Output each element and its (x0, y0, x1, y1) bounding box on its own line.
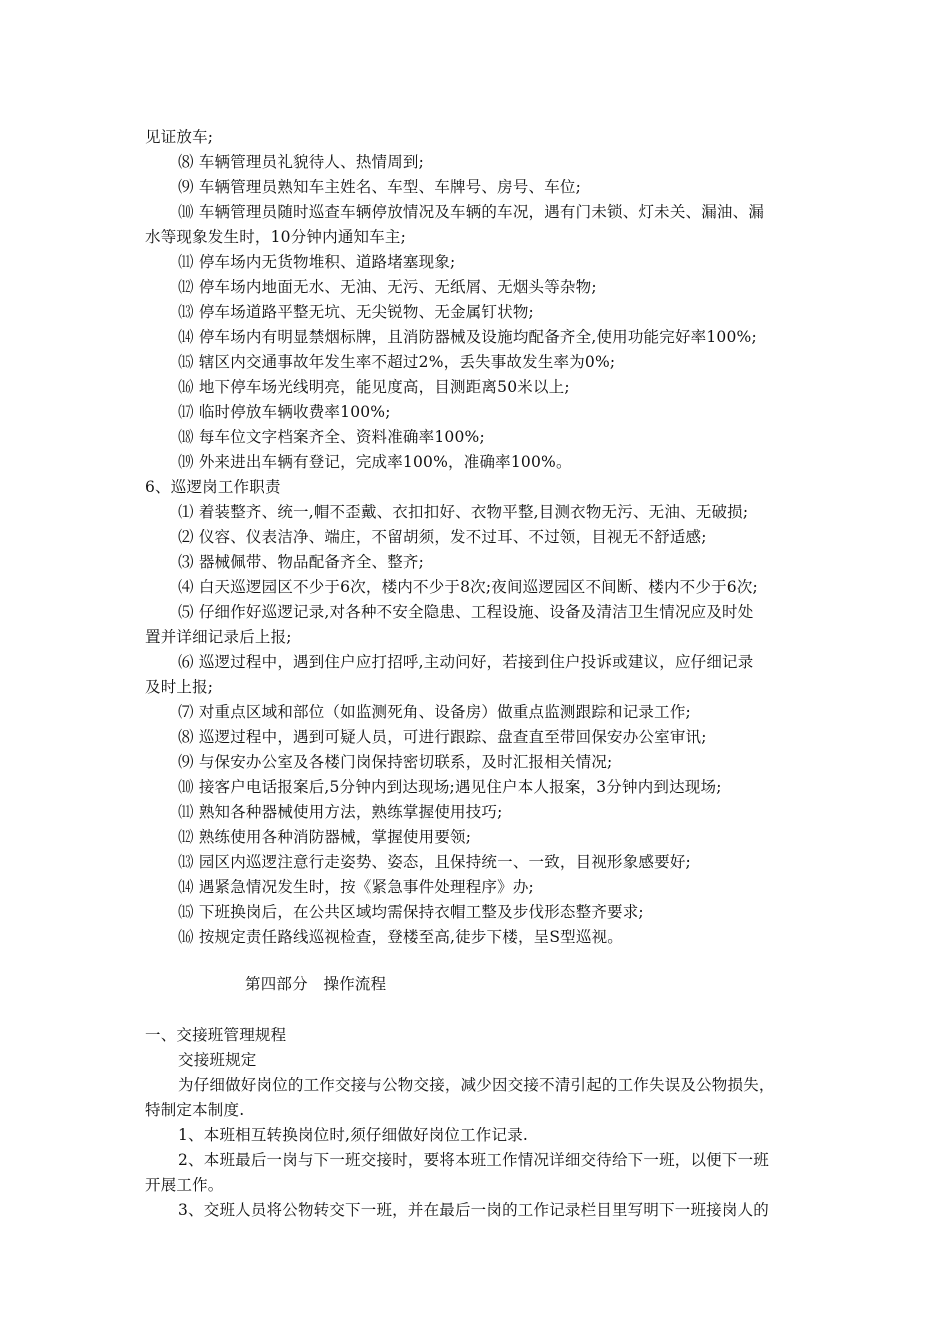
list-item: ⒃ 地下停车场光线明亮，能见度高，目测距离50米以上; (178, 378, 570, 396)
list-item: ⑾ 熟知各种器械使用方法，熟练掌握使用技巧; (178, 803, 503, 821)
list-item: ⒂ 辖区内交通事故年发生率不超过2%，丢失事故发生率为0%; (178, 353, 616, 371)
list-item: ⑼ 与保安办公室及各楼门岗保持密切联系，及时汇报相关情况; (178, 753, 613, 771)
list-item: ⑼ 车辆管理员熟知车主姓名、车型、车牌号、房号、车位; (178, 178, 582, 196)
list-item: ⒁ 停车场内有明显禁烟标牌，且消防器械及设施均配备齐全,使用功能完好率100%; (178, 328, 757, 346)
section-heading: 一、交接班管理规程 (145, 1026, 287, 1044)
paragraph-line: 2、本班最后一岗与下一班交接时，要将本班工作情况详细交待给下一班，以便下一班 (178, 1151, 769, 1169)
subsection-heading: 交接班规定 (178, 1051, 257, 1069)
list-item: ⑷ 白天巡逻园区不少于6次，楼内不少于8次;夜间巡逻园区不间断、楼内不少于6次; (178, 578, 758, 596)
text-line: 特制定本制度. (145, 1101, 245, 1119)
list-item: ⒀ 园区内巡逻注意行走姿势、姿态，且保持统一、一致，目视形象感要好; (178, 853, 691, 871)
list-item: ⒄ 临时停放车辆收费率100%; (178, 403, 391, 421)
list-item: ⑸ 仔细作好巡逻记录,对各种不安全隐患、工程设施、设备及清洁卫生情况应及时处 (178, 603, 754, 621)
list-item: ⑽ 接客户电话报案后,5分钟内到达现场;遇见住户本人报案，3分钟内到达现场; (178, 778, 722, 796)
list-item: ⒃ 按规定责任路线巡视检查，登楼至高,徒步下楼，呈S型巡视。 (178, 928, 623, 946)
list-item: ⑻ 车辆管理员礼貌待人、热情周到; (178, 153, 425, 171)
list-item: ⑵ 仪容、仪表洁净、端庄，不留胡须，发不过耳、不过领，目视无不舒适感; (178, 528, 707, 546)
text-line: 水等现象发生时，10分钟内通知车主; (145, 228, 407, 246)
text-line: 见证放车; (145, 128, 214, 146)
list-item: ⑽ 车辆管理员随时巡查车辆停放情况及车辆的车况，遇有门未锁、灯未关、漏油、漏 (178, 203, 765, 221)
text-line: 开展工作。 (145, 1176, 224, 1194)
list-item: ⑿ 停车场内地面无水、无油、无污、无纸屑、无烟头等杂物; (178, 278, 597, 296)
list-item: ⑴ 着装整齐、统一,帽不歪戴、衣扣扣好、衣物平整,目测衣物无污、无油、无破损; (178, 503, 749, 521)
text-line: 置并详细记录后上报; (145, 628, 292, 646)
list-item: ⑿ 熟练使用各种消防器械，掌握使用要领; (178, 828, 472, 846)
list-item: ⒅ 每车位文字档案齐全、资料准确率100%; (178, 428, 485, 446)
list-item: ⒆ 外来进出车辆有登记，完成率100%，准确率100%。 (178, 453, 572, 471)
text-line: 及时上报; (145, 678, 214, 696)
list-item: ⑹ 巡逻过程中，遇到住户应打招呼,主动问好，若接到住户投诉或建议，应仔细记录 (178, 653, 754, 671)
part-heading: 第四部分 操作流程 (245, 975, 387, 993)
section-heading: 6、巡逻岗工作职责 (145, 478, 281, 496)
paragraph-line: 为仔细做好岗位的工作交接与公物交接，减少因交接不清引起的工作失误及公物损失， (178, 1076, 775, 1094)
paragraph-line: 1、本班相互转换岗位时,须仔细做好岗位工作记录. (178, 1126, 529, 1144)
list-item: ⑾ 停车场内无货物堆积、道路堵塞现象; (178, 253, 456, 271)
list-item: ⒁ 遇紧急情况发生时，按《紧急事件处理程序》办; (178, 878, 534, 896)
paragraph-line: 3、交班人员将公物转交下一班，并在最后一岗的工作记录栏目里写明下一班接岗人的 (178, 1201, 769, 1219)
list-item: ⒂ 下班换岗后，在公共区域均需保持衣帽工整及步伐形态整齐要求; (178, 903, 644, 921)
list-item: ⑶ 器械佩带、物品配备齐全、整齐; (178, 553, 425, 571)
list-item: ⑺ 对重点区域和部位（如监测死角、设备房）做重点监测跟踪和记录工作; (178, 703, 691, 721)
list-item: ⑻ 巡逻过程中，遇到可疑人员，可进行跟踪、盘查直至带回保安办公室审讯; (178, 728, 707, 746)
list-item: ⒀ 停车场道路平整无坑、无尖锐物、无金属钉状物; (178, 303, 534, 321)
